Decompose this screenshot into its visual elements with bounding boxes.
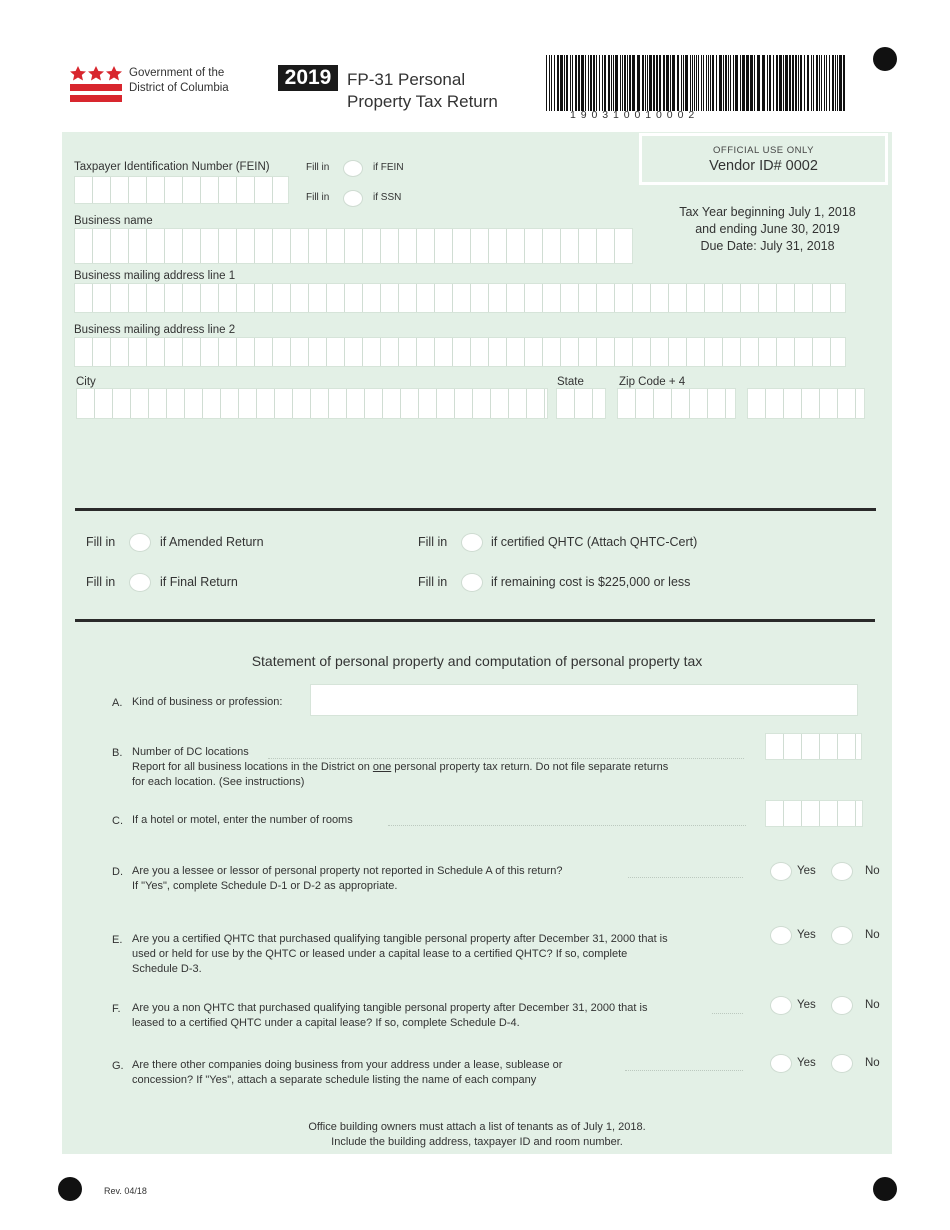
question-letter: E. bbox=[112, 934, 123, 946]
question-c-text: If a hotel or motel, enter the number of rooms bbox=[132, 814, 353, 826]
question-letter: B. bbox=[112, 747, 123, 759]
question-e-text: Are you a certified QHTC that purchased qualifying tangible personal property after December 31, 2000 that is used or held for use by the QHTC or leased under a capital lease to a certified QHTC? If so, complete Schedule D-3. bbox=[132, 933, 668, 975]
leader-dots bbox=[268, 758, 744, 759]
state-label: State bbox=[557, 376, 584, 388]
leader-dots bbox=[712, 1013, 743, 1014]
zip-plus4-input[interactable] bbox=[747, 388, 865, 419]
city-input[interactable] bbox=[76, 388, 548, 419]
question-g-yes-oval[interactable] bbox=[770, 1054, 792, 1073]
section-divider bbox=[75, 508, 876, 511]
zip-input[interactable] bbox=[617, 388, 736, 419]
yes-label: Yes bbox=[797, 999, 816, 1011]
dc-flag-logo bbox=[70, 66, 122, 104]
remaining-cost-label: if remaining cost is $225,000 or less bbox=[491, 575, 691, 589]
city-label: City bbox=[76, 376, 96, 388]
no-label: No bbox=[865, 1057, 880, 1069]
yes-label: Yes bbox=[797, 865, 816, 877]
ssn-oval[interactable] bbox=[343, 190, 363, 207]
dc-locations-input[interactable] bbox=[765, 733, 862, 760]
fill-in-label: Fill in bbox=[306, 192, 330, 203]
government-name: Government of the District of Columbia bbox=[129, 67, 229, 94]
registration-mark bbox=[58, 1177, 82, 1201]
question-g-text: Are there other companies doing business from your address under a lease, sublease or concession? If "Yes", attach a separate schedule listing the name of each company bbox=[132, 1059, 563, 1086]
question-d-no-oval[interactable] bbox=[831, 862, 853, 881]
question-letter: F. bbox=[112, 1003, 121, 1015]
yes-label: Yes bbox=[797, 1057, 816, 1069]
leader-dots bbox=[625, 1070, 743, 1071]
no-label: No bbox=[865, 929, 880, 941]
final-return-oval[interactable] bbox=[129, 573, 151, 592]
no-label: No bbox=[865, 999, 880, 1011]
fein-label: if FEIN bbox=[373, 162, 404, 173]
barcode bbox=[546, 55, 848, 111]
question-f-text: Are you a non QHTC that purchased qualifying tangible personal property after December 31, 2000 that is leased to a certified QHTC under a capital lease? If so, complete Schedule D-4. bbox=[132, 1002, 648, 1029]
question-a-text: Kind of business or profession: bbox=[132, 696, 283, 708]
question-f-no-oval[interactable] bbox=[831, 996, 853, 1015]
tenant-note: Office building owners must attach a list of tenants as of July 1, 2018. Include the building address, taxpayer ID and room number. bbox=[308, 1121, 646, 1148]
business-name-label: Business name bbox=[74, 215, 153, 227]
statement-title: Statement of personal property and computation of personal property tax bbox=[251, 653, 703, 669]
fill-in-label: Fill in bbox=[306, 162, 330, 173]
question-letter: D. bbox=[112, 866, 123, 878]
question-e-no-oval[interactable] bbox=[831, 926, 853, 945]
hotel-rooms-input[interactable] bbox=[765, 800, 863, 827]
question-e-yes-oval[interactable] bbox=[770, 926, 792, 945]
zip-label: Zip Code + 4 bbox=[619, 376, 686, 388]
tax-year-info: Tax Year beginning July 1, 2018 and ending June 30, 2019 Due Date: July 31, 2018 bbox=[679, 205, 856, 253]
question-f-yes-oval[interactable] bbox=[770, 996, 792, 1015]
year-badge: 2019 bbox=[278, 65, 338, 91]
no-label: No bbox=[865, 865, 880, 877]
amended-oval[interactable] bbox=[129, 533, 151, 552]
tin-label: Taxpayer Identification Number (FEIN) bbox=[74, 161, 270, 173]
official-use-box bbox=[639, 133, 888, 185]
qhtc-oval[interactable] bbox=[461, 533, 483, 552]
registration-mark bbox=[873, 47, 897, 71]
question-d-text: Are you a lessee or lessor of personal property not reported in Schedule A of this return? If "Yes", complete Schedule D-1 or D-2 as appropriate. bbox=[132, 865, 563, 892]
final-return-label: if Final Return bbox=[160, 575, 238, 589]
qhtc-label: if certified QHTC (Attach QHTC-Cert) bbox=[491, 535, 698, 549]
question-d-yes-oval[interactable] bbox=[770, 862, 792, 881]
address1-input[interactable] bbox=[74, 283, 846, 313]
fein-oval[interactable] bbox=[343, 160, 363, 177]
amended-label: if Amended Return bbox=[160, 535, 264, 549]
fill-in-label: Fill in bbox=[86, 575, 116, 589]
question-g-no-oval[interactable] bbox=[831, 1054, 853, 1073]
question-b-text: Number of DC locations Report for all business locations in the District on one personal property tax return. Do not file separate returns for each location. (See instructions) bbox=[132, 746, 669, 788]
barcode-number: 1 9 0 3 1 0 0 1 0 0 0 2 bbox=[570, 109, 696, 121]
tin-input[interactable] bbox=[74, 176, 289, 204]
leader-dots bbox=[388, 825, 746, 826]
revision-label: Rev. 04/18 bbox=[104, 1186, 147, 1196]
fill-in-label: Fill in bbox=[86, 535, 116, 549]
leader-dots bbox=[628, 877, 743, 878]
state-input[interactable] bbox=[556, 388, 606, 419]
remaining-cost-oval[interactable] bbox=[461, 573, 483, 592]
registration-mark bbox=[873, 1177, 897, 1201]
form-title: FP-31 Personal Property Tax Return bbox=[347, 70, 498, 111]
business-name-input[interactable] bbox=[74, 228, 633, 264]
business-kind-input[interactable] bbox=[310, 684, 858, 716]
question-letter: C. bbox=[112, 815, 123, 827]
address2-input[interactable] bbox=[74, 337, 846, 367]
yes-label: Yes bbox=[797, 929, 816, 941]
address2-label: Business mailing address line 2 bbox=[74, 324, 236, 336]
question-letter: G. bbox=[112, 1060, 124, 1072]
fill-in-label: Fill in bbox=[418, 575, 448, 589]
ssn-label: if SSN bbox=[373, 192, 402, 203]
fill-in-label: Fill in bbox=[418, 535, 448, 549]
address1-label: Business mailing address line 1 bbox=[74, 270, 236, 282]
question-letter: A. bbox=[112, 697, 123, 709]
vendor-id: Vendor ID# 0002 bbox=[709, 158, 818, 174]
official-use-heading: OFFICIAL USE ONLY bbox=[713, 145, 814, 156]
section-divider bbox=[75, 619, 875, 622]
